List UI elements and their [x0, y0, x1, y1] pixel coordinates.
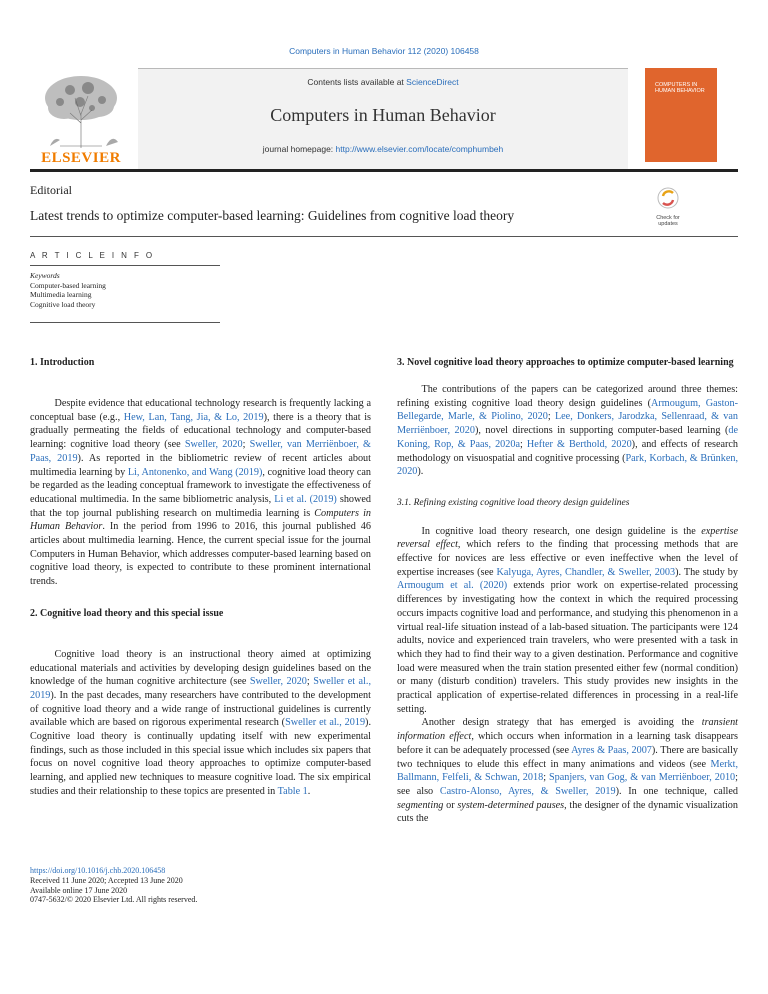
journal-banner [138, 68, 628, 169]
paragraph-text: ). There are basically two techniques to elude this effect in many animations and videos (see [397, 744, 738, 770]
reference-link[interactable]: Hew, Lan, Tang, Jia, & Lo, 2019 [123, 411, 264, 423]
section-heading: 1. Introduction [30, 357, 95, 368]
masthead-rule [30, 169, 738, 172]
paragraph-text: showed that the top journal publishing research on multimedia learning is [30, 493, 371, 519]
paragraph-text: , which refers to the finding that processing methods that are effective for novices are less effective or even ineffective when the level of expertise increases (see [397, 539, 738, 578]
paragraph-text: , cognitive load theory can be regarded as the leading conceptual framework to investigate the effectiveness of educational multimedia. In the same bibliometric analysis, [30, 466, 371, 505]
paragraph-text: ; [306, 676, 314, 688]
reference-link[interactable]: Lee, Donkers, Jarodzka, Sellenraad, & van Merriënboer, 2020 [397, 411, 738, 437]
paragraph-text: , the designer of the dynamic visualization cuts the [397, 799, 738, 825]
title-rule [30, 236, 738, 237]
paragraph-text: or [443, 799, 458, 811]
keyword: Multimedia learning [30, 290, 92, 299]
paragraph-text: . [307, 785, 311, 797]
check-updates-label: Check for updates [656, 215, 680, 227]
keyword: Cognitive load theory [30, 299, 96, 309]
paragraph-text: In cognitive load theory research, one design guideline is the [421, 525, 702, 537]
emphasis-text: expertise reversal effect [397, 525, 738, 551]
cover-title: COMPUTERS IN HUMAN BEHAVIOR [655, 82, 705, 94]
journal-name: Computers in Human Behavior [270, 105, 496, 125]
emphasis-text: segmenting [397, 799, 444, 811]
publisher-name: ELSEVIER [41, 150, 121, 166]
reference-link[interactable]: Sweller, 2020 [184, 439, 243, 451]
copyright: 0747-5632/© 2020 Elsevier Ltd. All rights reserved. [30, 895, 198, 905]
paragraph-text: ; [547, 411, 555, 423]
reference-link[interactable]: Li et al. (2019) [274, 493, 337, 505]
paragraph-text: ), novel directions in supporting computer-based learning ( [474, 425, 729, 437]
keyword: Computer-based learning [30, 280, 106, 290]
contents-prefix: Contents lists available at [307, 77, 407, 87]
article-info-rule-top [30, 265, 220, 266]
keywords-label: Keywords [30, 271, 60, 280]
homepage-link[interactable]: http://www.elsevier.com/locate/comphumbeh [335, 144, 504, 154]
reference-link[interactable]: Armougum et al. (2020) [397, 580, 508, 592]
paragraph-text: ). As reported in the bibliometric review of recent articles about multimedia learning by [30, 452, 371, 478]
emphasis-text: Computers in Human Behavior [30, 507, 371, 533]
reference-link[interactable]: de Koning, Rop, & Paas, 2020a [397, 425, 738, 450]
reference-link[interactable]: Merkt, Ballmann, Felfeli, & Schwan, 2018 [397, 758, 738, 784]
article-footer [30, 866, 197, 905]
paragraph-text: ). In the past decades, many researchers have contributed to the development of cognitive load theory and a wide range of instructional guidelines is currently available which are based on rigorous experimental research ( [30, 689, 371, 729]
article-info-heading: A R T I C L E I N F O [30, 251, 155, 260]
reference-link[interactable]: Armougum, Gaston-Bellegarde, Marle, & Piolino, 2020 [397, 397, 738, 423]
article-title: Latest trends to optimize computer-based learning: Guidelines from cognitive load theory [30, 208, 515, 223]
reference-link[interactable]: Li, Antonenko, and Wang (2019) [127, 466, 263, 478]
paragraph-text: extends prior work on expertise-related processing differences by investigating how the context in which the required processing occurs impacts cognitive load and performance, and studying this phenomenon in a virtual real-life situation instead of a lab-based situation. The participants were 124 adults, novice and experienced train travelers, who were presented with a task in which they had to find their way to a given destination. Performance and cognitive load were measured when the train station presented either few (normal condition) or many (disturb condition) travelers. This study provides new insights in the practical application of expertise-related differences in processing in a real-life setting. [397, 580, 738, 715]
reference-link[interactable]: Ayres & Paas, 2007 [571, 744, 652, 756]
paragraph-text: ). In one technique, called [615, 785, 739, 797]
received-dates: Received 11 June 2020; Accepted 13 June 2020 [30, 875, 183, 885]
section-heading: 3. Novel cognitive load theory approaches to optimize computer-based learning [397, 357, 734, 368]
paragraph-text: ). The study by [675, 566, 738, 578]
keywords-block [30, 271, 106, 309]
paragraph-text: Cognitive load theory is an instructional theory aimed at optimizing educational materials and activities by developing design guidelines based on the knowledge of the human cognitive architecture (see [30, 648, 371, 688]
paragraph-text: ). Cognitive load theory is continually updating itself with new experimental findings, such as those included in this special issue which includes six papers that focus on novel cognitive load theory approaches to optimize computer-based learning, and applied new techniques to measure cognitive load. The six empirical studies and their relationship to these topics are presented in [30, 717, 371, 797]
check-updates-icon [657, 186, 679, 210]
reference-link[interactable]: Kalyuga, Ayres, Chandler, & Sweller, 2003 [496, 566, 676, 578]
article-info-rule-bottom [30, 322, 220, 323]
paragraph [397, 383, 738, 479]
reference-link[interactable]: Sweller et al., 2019 [285, 717, 366, 729]
paragraph [30, 648, 371, 799]
reference-link[interactable]: Sweller et al., 2019 [30, 676, 371, 701]
paragraph-text: Another design strategy that has emerged is avoiding the [421, 717, 702, 729]
paragraph-text: ), there is a theory that is gradually permeating the fields of educational technology and computer-based learning: cognitive load theory (see [30, 411, 371, 451]
paragraph [30, 397, 371, 589]
doi-link[interactable]: https://doi.org/10.1016/j.chb.2020.106458 [30, 866, 166, 875]
journal-citation[interactable]: Computers in Human Behavior 112 (2020) 106458 [289, 46, 479, 56]
paragraph-text: ; [242, 439, 250, 451]
left-column [30, 356, 371, 799]
right-column [397, 356, 738, 826]
paragraph-text: Despite evidence that educational technology research is frequently lacking a conceptual base (e.g., [30, 398, 371, 423]
paragraph-text: ; see also [397, 772, 738, 797]
reference-link[interactable]: Spanjers, van Gog, & van Merriënboer, 2010 [548, 772, 736, 784]
paragraph-text: ; [543, 772, 549, 784]
reference-link[interactable]: Sweller, van Merriënboer, & Paas, 2019 [30, 439, 371, 464]
homepage-prefix: journal homepage: [262, 144, 336, 154]
paragraph-text: ; [520, 438, 527, 450]
homepage-line [138, 144, 628, 154]
paragraph-text: ), and effects of research methodology on visuospatial and cognitive processing ( [397, 438, 739, 464]
emphasis-text: system-determined pauses [457, 799, 565, 811]
paragraph-text: ). [417, 466, 424, 478]
reference-link[interactable]: Castro-Alonso, Ayres, & Sweller, 2019 [439, 785, 616, 797]
paragraph [397, 525, 738, 717]
section-heading: 2. Cognitive load theory and this special issue [30, 607, 224, 619]
journal-cover-thumbnail[interactable] [645, 68, 717, 162]
paragraph-text: , which occurs when information in a learning task disappears before it can be adequately processed (see [397, 731, 738, 756]
reference-link[interactable]: Park, Korbach, & Brünken, 2020 [397, 452, 738, 478]
check-for-updates-button[interactable] [648, 186, 688, 226]
paragraph-text: The contributions of the papers can be categorized around three themes: refining existing cognitive load theory design guidelines ( [397, 384, 738, 409]
paragraph [397, 716, 738, 826]
emphasis-text: transient information effect [397, 717, 738, 743]
article-type: Editorial [30, 183, 72, 197]
masthead [30, 68, 738, 169]
elsevier-tree-logo [30, 68, 132, 166]
available-online: Available online 17 June 2020 [30, 885, 128, 895]
sciencedirect-link[interactable]: ScienceDirect [406, 77, 459, 87]
reference-link[interactable]: Sweller, 2020 [249, 676, 307, 688]
subsection-heading: 3.1. Refining existing cognitive load theory design guidelines [397, 497, 630, 508]
paragraph-text: . In the period from 1996 to 2016, this journal published 46 articles about multimedia learning. Hence, the current special issue for the journal Computers in Human Behavior, which addresses computer-based learning based on cognitive load theory, is expected to contribute to these prominent international trends. [30, 521, 371, 588]
reference-link[interactable]: Hefter & Berthold, 2020 [526, 438, 632, 450]
reference-link[interactable]: Table 1 [277, 785, 308, 797]
contents-line [138, 77, 628, 87]
